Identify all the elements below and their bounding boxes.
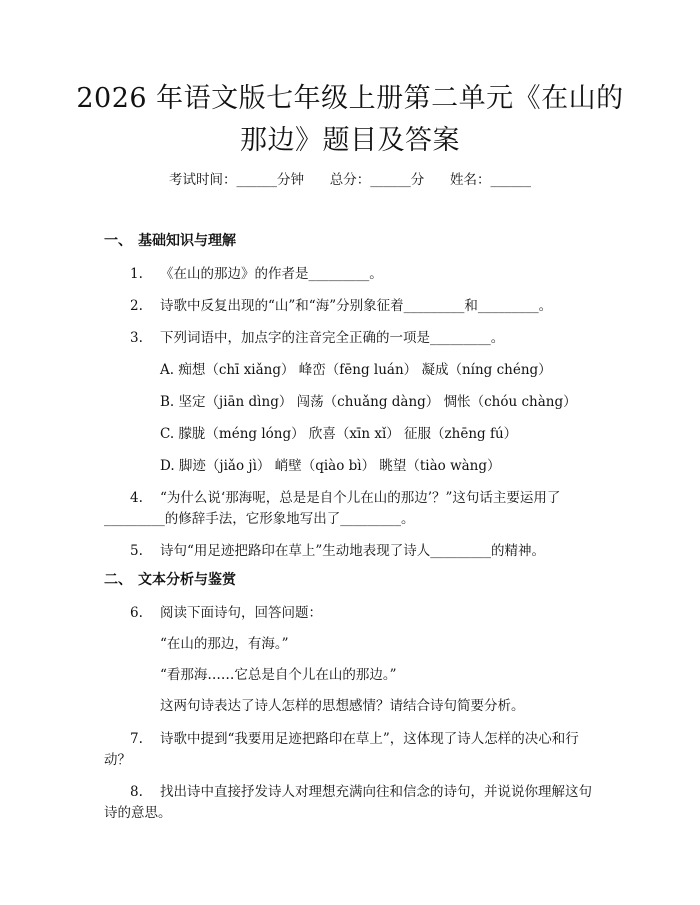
question-text: 《在山的那边》的作者是_________。 — [160, 266, 383, 282]
student-name: 姓名：______ — [450, 172, 531, 188]
title-line-2: 那边》题目及答案 — [240, 125, 460, 156]
section-heading-1 — [104, 230, 236, 250]
question-number: 1. — [130, 266, 143, 282]
question-number: 6. — [130, 605, 143, 621]
question-text-line-1: 诗歌中提到“我要用足迹把路印在草上”，这体现了诗人怎样的决心和行 — [160, 731, 579, 747]
question-5 — [130, 539, 545, 559]
section-number: 二、 — [104, 572, 132, 588]
question-text: 诗句“用足迹把路印在草上”生动地表现了诗人_________的精神。 — [160, 543, 546, 559]
exam-meta — [0, 168, 700, 188]
exam-time: 考试时间：______分钟 — [169, 172, 304, 188]
question-7-line-2: 动？ — [104, 752, 131, 768]
section-title: 文本分析与鉴赏 — [138, 572, 236, 588]
question-3-option-c: C. 朦胧（méng lóng） 欣喜（xīn xǐ） 征服（zhēng fú） — [160, 426, 518, 442]
question-8-line-2: 诗的意思。 — [104, 805, 172, 821]
title-line-1: 2026 年语文版七年级上册第二单元《在山的 — [76, 83, 624, 114]
question-7 — [130, 727, 579, 747]
question-3-option-d: D. 脚迹（jiǎo jì） 峭壁（qiào bì） 眺望（tiào wàng） — [160, 458, 501, 474]
question-3 — [130, 326, 504, 346]
question-text-line-1: “为什么说‘那海呢，总是是自个儿在山的那边’？”这句话主要运用了 — [160, 490, 561, 506]
question-3-option-a: A. 痴想（chī xiǎng） 峰峦（fēng luán） 凝成（níng chéng） — [160, 362, 552, 378]
question-text-line-1: 找出诗中直接抒发诗人对理想充满向往和信念的诗句，并说说你理解这句 — [160, 784, 592, 800]
question-4-line-2: _________的修辞手法，它形象地写出了_________。 — [104, 511, 415, 527]
question-number: 4. — [130, 490, 143, 506]
question-number: 3. — [130, 330, 143, 346]
question-3-option-b: B. 坚定（jiān dìng） 闯荡（chuǎng dàng） 惆怅（chóu chàng） — [160, 394, 577, 410]
page-title — [0, 78, 700, 162]
question-4 — [130, 486, 560, 506]
question-2 — [130, 294, 552, 314]
section-title: 基础知识与理解 — [138, 233, 236, 249]
question-number: 5. — [130, 543, 143, 559]
question-text: 诗歌中反复出现的“山”和“海”分别象征着_________和_________。 — [160, 298, 553, 314]
question-1 — [130, 262, 383, 282]
question-number: 2. — [130, 298, 143, 314]
exam-score: 总分：______分 — [329, 172, 425, 188]
question-6-quote-1: “在山的那边，有海。” — [160, 636, 289, 652]
section-heading-2 — [104, 569, 236, 589]
question-text: 下列词语中，加点字的注音完全正确的一项是_________。 — [160, 330, 505, 346]
question-6-prompt: 这两句诗表达了诗人怎样的思想感情？请结合诗句简要分析。 — [160, 698, 525, 714]
question-number: 7. — [130, 731, 143, 747]
question-8 — [130, 780, 592, 800]
question-6 — [130, 601, 322, 621]
section-number: 一、 — [104, 233, 132, 249]
question-6-quote-2: “看那海……它总是自个儿在山的那边。” — [160, 667, 397, 683]
question-text: 阅读下面诗句，回答问题： — [160, 605, 322, 621]
question-number: 8. — [130, 784, 143, 800]
